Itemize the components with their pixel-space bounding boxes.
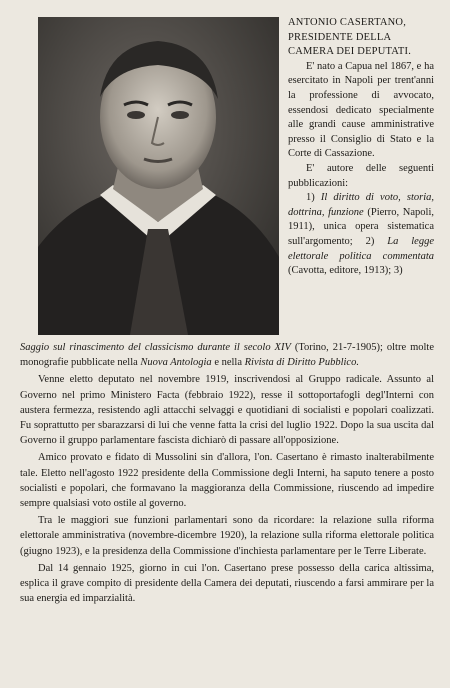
pub3-title: Saggio sul rinascimento del classicismo durante il secolo XIV — [20, 342, 291, 353]
journal-1: Nuova Antologia — [140, 357, 212, 369]
paragraph-mussolini: Amico provato e fidato di Mussolini sin d'allora, l'on. Casertano è rimasto inalterabilmente tale. Eletto nell'agosto 1922 presidente della Commissione degli Interni, ha saputo tenere a posto socialisti e popolari, che formavano la maggioranza della Commissione, riuscendo ad impedire sempre qualsiasi voto ostile al governo. — [20, 452, 434, 510]
paragraph-presidency: Dal 14 gennaio 1925, giorno in cui l'on. Casertano prese possesso della carica altissima, esplica il grave compito di presidente della Camera dei deputati, riuscendo a farsi ammirare per la sua energia ed imparzialità. — [20, 562, 434, 605]
person-name: ANTONIO CASERTANO, — [288, 17, 407, 28]
pub2-number: 2) — [365, 235, 375, 247]
journal-2: Rivista di Diritto Pubblico. — [244, 357, 359, 369]
pub2-note: (Cavotta, editore, 1913); — [288, 265, 392, 277]
main-text — [20, 340, 434, 608]
side-column — [288, 16, 434, 279]
pub2-title: La legge elettorale politica commentata — [288, 235, 434, 262]
paragraph-functions: Tra le maggiori sue funzioni parlamentari sono da ricordare: la relazione sulla riforma elettorale amministrativa (novembre-dicembre 1920), la relazione sulla riforma elettorale politica (giugno 1923), e la presidenza della Commissione d'inchiesta parlamentare per le Terre Liberate. — [20, 515, 434, 557]
pub1-title: Il diritto di voto, storia, dottrina, funzione — [288, 192, 435, 218]
joiner-text: e nella — [214, 357, 243, 369]
bio-paragraph-1: E' nato a Capua nel 1867, e ha esercitato in Napoli per trent'anni la professione di avvocato, essendosi dedicato specialmente alle grandi cause amministrative presso il Consiglio di Stato e la Corte di Cassazione. — [288, 60, 434, 160]
publications-continued — [20, 340, 434, 370]
pub1-note: (Pierro, Napoli, 1911), unica opera sistematica sull'argomento; — [288, 206, 434, 247]
bio-paragraph-2: E' autore delle seguenti pubblicazioni: — [288, 162, 434, 189]
person-role: PRESIDENTE DELLA CAMERA DEI DEPUTATI. — [288, 31, 412, 58]
pub3-number: 3) — [393, 265, 403, 277]
paragraph-election: Venne eletto deputato nel novembre 1919, inscrivendosi al Gruppo radicale. Assunto al Governo nel primo Ministero Facta (febbraio 1922), resse il sottoportafogli degl'Interni con austera fermezza, resistendo agli attacchi selvaggi e quotidiani di socialisti e popolari coalizzati. Fu soprattutto per sbarazzarsi di lui che venne fatta la crisi del luglio 1922. Dopo la sua uscita dal Governo il gruppo parlamentare fascista dichiarò di passare all'opposizione. — [20, 374, 434, 447]
pub1-number: 1) — [306, 192, 315, 204]
portrait-photo — [38, 17, 279, 335]
heading — [288, 16, 434, 60]
pub3-note: (Torino, 21-7-1905); oltre molte monografie pubblicate nella — [20, 342, 434, 369]
publications — [288, 191, 434, 279]
